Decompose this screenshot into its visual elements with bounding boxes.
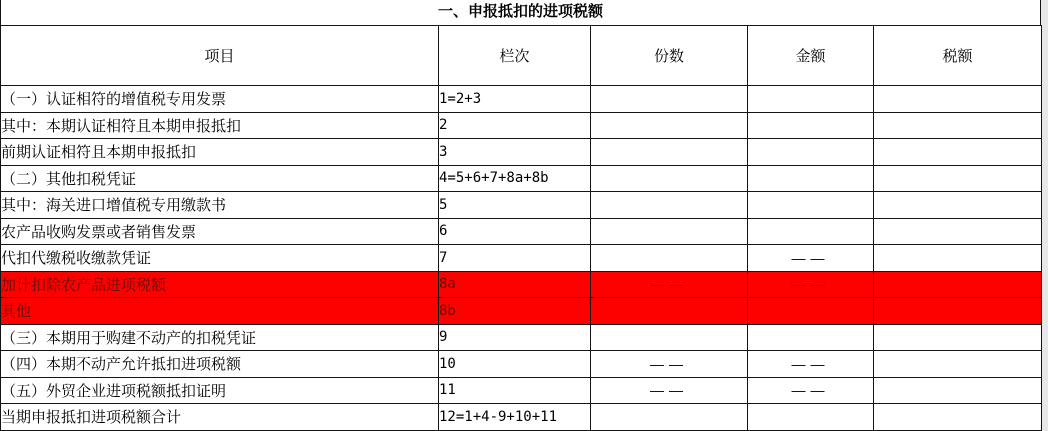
table-row [1, 139, 1042, 166]
item-cell: 当期申报抵扣进项税额合计 [1, 404, 439, 431]
column-header-item: 项目 [1, 26, 439, 86]
item-cell: （二）其他扣税凭证 [1, 165, 439, 192]
table-row [1, 351, 1042, 378]
amount-cell[interactable] [748, 86, 874, 113]
amount-cell[interactable] [748, 139, 874, 166]
column-header-copies: 份数 [591, 26, 748, 86]
lane-cell: 8a [439, 271, 591, 298]
copies-cell[interactable] [591, 298, 748, 325]
table-row [1, 218, 1042, 245]
header-row [1, 26, 1042, 86]
table-row [1, 324, 1042, 351]
column-header-tax: 税额 [874, 26, 1042, 86]
table-body [1, 86, 1042, 431]
table-row [1, 86, 1042, 113]
lane-cell: 10 [439, 351, 591, 378]
lane-cell: 2 [439, 112, 591, 139]
copies-cell[interactable]: —— [591, 377, 748, 404]
item-cell: （一）认证相符的增值税专用发票 [1, 86, 439, 113]
table-row [1, 192, 1042, 219]
copies-cell[interactable] [591, 139, 748, 166]
tax-cell[interactable] [874, 377, 1042, 404]
section-title: 一、申报抵扣的进项税额 [0, 0, 1041, 25]
tax-cell[interactable] [874, 192, 1042, 219]
lane-cell: 12=1+4-9+10+11 [439, 404, 591, 431]
amount-cell[interactable]: —— [748, 245, 874, 272]
table-row [1, 112, 1042, 139]
table-header [1, 26, 1042, 86]
item-cell: 前期认证相符且本期申报抵扣 [1, 139, 439, 166]
item-cell: （五）外贸企业进项税额抵扣证明 [1, 377, 439, 404]
copies-cell[interactable] [591, 86, 748, 113]
lane-cell: 7 [439, 245, 591, 272]
amount-cell[interactable] [748, 404, 874, 431]
table-row [1, 377, 1042, 404]
item-cell: 其中：本期认证相符且本期申报抵扣 [1, 112, 439, 139]
item-cell: 加计扣除农产品进项税额 [1, 271, 439, 298]
lane-cell: 9 [439, 324, 591, 351]
tax-cell[interactable] [874, 351, 1042, 378]
table-row [1, 404, 1042, 431]
lane-cell: 5 [439, 192, 591, 219]
tax-cell[interactable] [874, 298, 1042, 325]
copies-cell[interactable] [591, 192, 748, 219]
item-cell: 其他 [1, 298, 439, 325]
copies-cell[interactable] [591, 324, 748, 351]
item-cell: 其中：海关进口增值税专用缴款书 [1, 192, 439, 219]
copies-cell[interactable]: —— [591, 271, 748, 298]
tax-cell[interactable] [874, 218, 1042, 245]
item-cell: 农产品收购发票或者销售发票 [1, 218, 439, 245]
lane-cell: 3 [439, 139, 591, 166]
tax-cell[interactable] [874, 112, 1042, 139]
amount-cell[interactable]: —— [748, 351, 874, 378]
tax-cell[interactable] [874, 271, 1042, 298]
copies-cell[interactable] [591, 112, 748, 139]
amount-cell[interactable] [748, 298, 874, 325]
table-row [1, 245, 1042, 272]
item-cell: 代扣代缴税收缴款凭证 [1, 245, 439, 272]
amount-cell[interactable] [748, 192, 874, 219]
amount-cell[interactable]: —— [748, 271, 874, 298]
copies-cell[interactable] [591, 404, 748, 431]
amount-cell[interactable] [748, 112, 874, 139]
column-header-lane: 栏次 [439, 26, 591, 86]
tax-cell[interactable] [874, 86, 1042, 113]
lane-cell: 4=5+6+7+8a+8b [439, 165, 591, 192]
input-tax-deduction-table [0, 25, 1042, 431]
table-row [1, 165, 1042, 192]
item-cell: （三）本期用于购建不动产的扣税凭证 [1, 324, 439, 351]
tax-cell[interactable] [874, 404, 1042, 431]
amount-cell[interactable] [748, 165, 874, 192]
amount-cell[interactable] [748, 324, 874, 351]
amount-cell[interactable]: —— [748, 377, 874, 404]
tax-cell[interactable] [874, 245, 1042, 272]
lane-cell: 11 [439, 377, 591, 404]
copies-cell[interactable] [591, 245, 748, 272]
amount-cell[interactable] [748, 218, 874, 245]
tax-cell[interactable] [874, 139, 1042, 166]
column-header-amount: 金额 [748, 26, 874, 86]
lane-cell: 8b [439, 298, 591, 325]
copies-cell[interactable]: —— [591, 351, 748, 378]
lane-cell: 6 [439, 218, 591, 245]
table-row [1, 271, 1042, 298]
copies-cell[interactable] [591, 218, 748, 245]
tax-cell[interactable] [874, 324, 1042, 351]
table-row [1, 298, 1042, 325]
lane-cell: 1=2+3 [439, 86, 591, 113]
item-cell: （四）本期不动产允许抵扣进项税额 [1, 351, 439, 378]
tax-cell[interactable] [874, 165, 1042, 192]
copies-cell[interactable] [591, 165, 748, 192]
